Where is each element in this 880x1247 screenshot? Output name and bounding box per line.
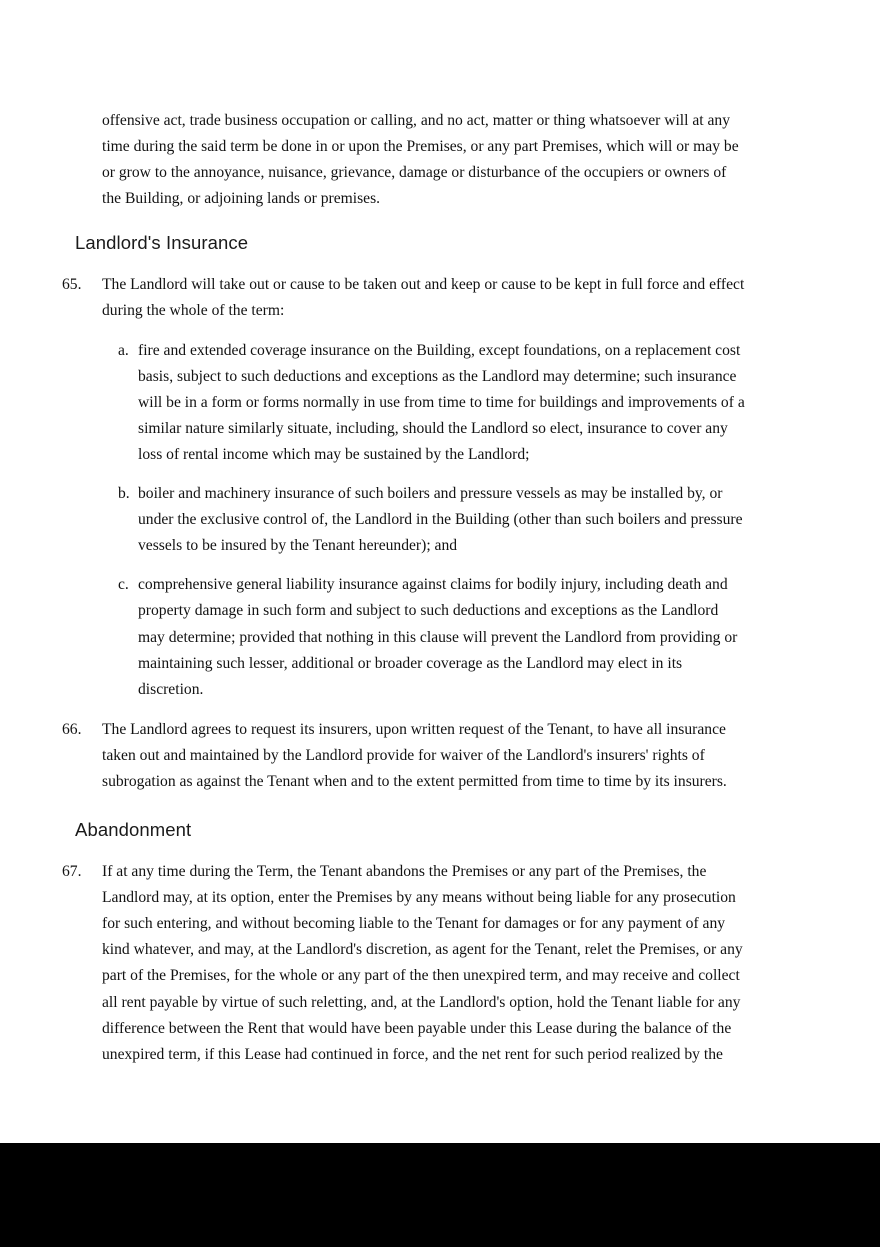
subitem-b-line: boiler and machinery insurance of such boilers and pressure vessels as may be installed by, or: [138, 485, 723, 503]
clause-number-67: 67.: [62, 863, 82, 881]
continuation-paragraph: [0, 108, 880, 212]
clause-67-line: Landlord may, at its option, enter the Premises by any means without being liable for any prosecution: [102, 889, 736, 907]
bottom-black-band: [0, 1143, 880, 1247]
clause-number-65: 65.: [62, 276, 82, 294]
subitem-c-line: property damage in such form and subject to such deductions and exceptions as the Landlord: [138, 602, 719, 620]
subitem-c-line: comprehensive general liability insurance against claims for bodily injury, including death and: [138, 576, 728, 594]
clause-65: [0, 272, 880, 702]
clause-67-line: unexpired term, if this Lease had continued in force, and the net rent for such period realized by the: [102, 1045, 723, 1063]
subitem-a-line: loss of rental income which may be sustained by the Landlord;: [138, 445, 530, 463]
clause-65-subitems: [102, 338, 820, 703]
clause-67-line: part of the Premises, for the whole or any part of the then unexpired term, and may receive and collect: [102, 967, 740, 985]
clause-66-line: taken out and maintained by the Landlord provide for waiver of the Landlord's insurers' rights of: [102, 746, 705, 764]
subitem-c-line: maintaining such lesser, additional or broader coverage as the Landlord may elect in its: [138, 654, 683, 672]
clause-66-line: subrogation as against the Tenant when and to the extent permitted from time to time by its insurers.: [102, 772, 727, 790]
subitem-a-line: fire and extended coverage insurance on the Building, except foundations, on a replacement cost: [138, 341, 741, 359]
subitem-marker-b: b.: [118, 485, 130, 503]
continuation-paragraph-line: or grow to the annoyance, nuisance, grievance, damage or disturbance of the occupiers or owners of: [102, 164, 727, 182]
continuation-paragraph-line: time during the said term be done in or upon the Premises, or any part Premises, which will or may be: [102, 138, 739, 156]
clause-65-line: The Landlord will take out or cause to be taken out and keep or cause to be kept in full force and effect: [102, 276, 745, 294]
subitem-b-line: under the exclusive control of, the Landlord in the Building (other than such boilers and pressure: [138, 511, 743, 529]
subitem-c-line: may determine; provided that nothing in this clause will prevent the Landlord from providing or: [138, 628, 738, 646]
clause-67-text: [102, 859, 820, 1068]
clause-number-66: 66.: [62, 720, 82, 738]
clause-67-line: kind whatever, and may, at the Landlord's discretion, as agent for the Tenant, relet the Premises, or any: [102, 941, 743, 959]
section-heading-abandonment: Abandonment: [75, 819, 192, 841]
clause-66-text: [102, 717, 820, 795]
subitem-a-line: similar nature similarly situate, including, should the Landlord so elect, insurance to cover any: [138, 419, 728, 437]
clause-67-line: for such entering, and without becoming liable to the Tenant for damages or for any payment of any: [102, 915, 726, 933]
subitem-c-line: discretion.: [138, 680, 204, 698]
subitem-text-c: [138, 572, 820, 702]
continuation-paragraph-line: the Building, or adjoining lands or premises.: [102, 190, 381, 208]
clause-65-text: [102, 272, 820, 324]
clause-65-line: during the whole of the term:: [102, 302, 285, 320]
subitem-b-line: vessels to be insured by the Tenant hereunder); and: [138, 537, 458, 555]
clause-66: [0, 717, 880, 795]
subitem-marker-a: a.: [118, 341, 129, 359]
clause-67: [0, 859, 880, 1068]
subitem-text-b: [138, 481, 820, 559]
subitem-a-line: basis, subject to such deductions and exceptions as the Landlord may determine; such insurance: [138, 367, 737, 385]
clause-67-line: difference between the Rent that would have been payable under this Lease during the balance of the: [102, 1019, 732, 1037]
clause-67-line: all rent payable by virtue of such reletting, and, at the Landlord's option, hold the Tenant liable for any: [102, 993, 741, 1011]
clause-65-subitem-b: [102, 481, 820, 559]
subitem-text-a: [138, 338, 820, 468]
section-heading-landlords-insurance: Landlord's Insurance: [75, 232, 249, 254]
subitem-marker-c: c.: [118, 576, 129, 594]
subitem-a-line: will be in a form or forms normally in use from time to time for buildings and improvements of a: [138, 393, 745, 411]
clause-65-subitem-c: [102, 572, 820, 702]
clause-66-line: The Landlord agrees to request its insurers, upon written request of the Tenant, to have all insurance: [102, 720, 726, 738]
continuation-paragraph-line: offensive act, trade business occupation or calling, and no act, matter or thing whatsoever will at any: [102, 112, 731, 129]
clause-65-subitem-a: [102, 338, 820, 468]
clause-67-line: If at any time during the Term, the Tenant abandons the Premises or any part of the Premises, the: [102, 863, 707, 881]
